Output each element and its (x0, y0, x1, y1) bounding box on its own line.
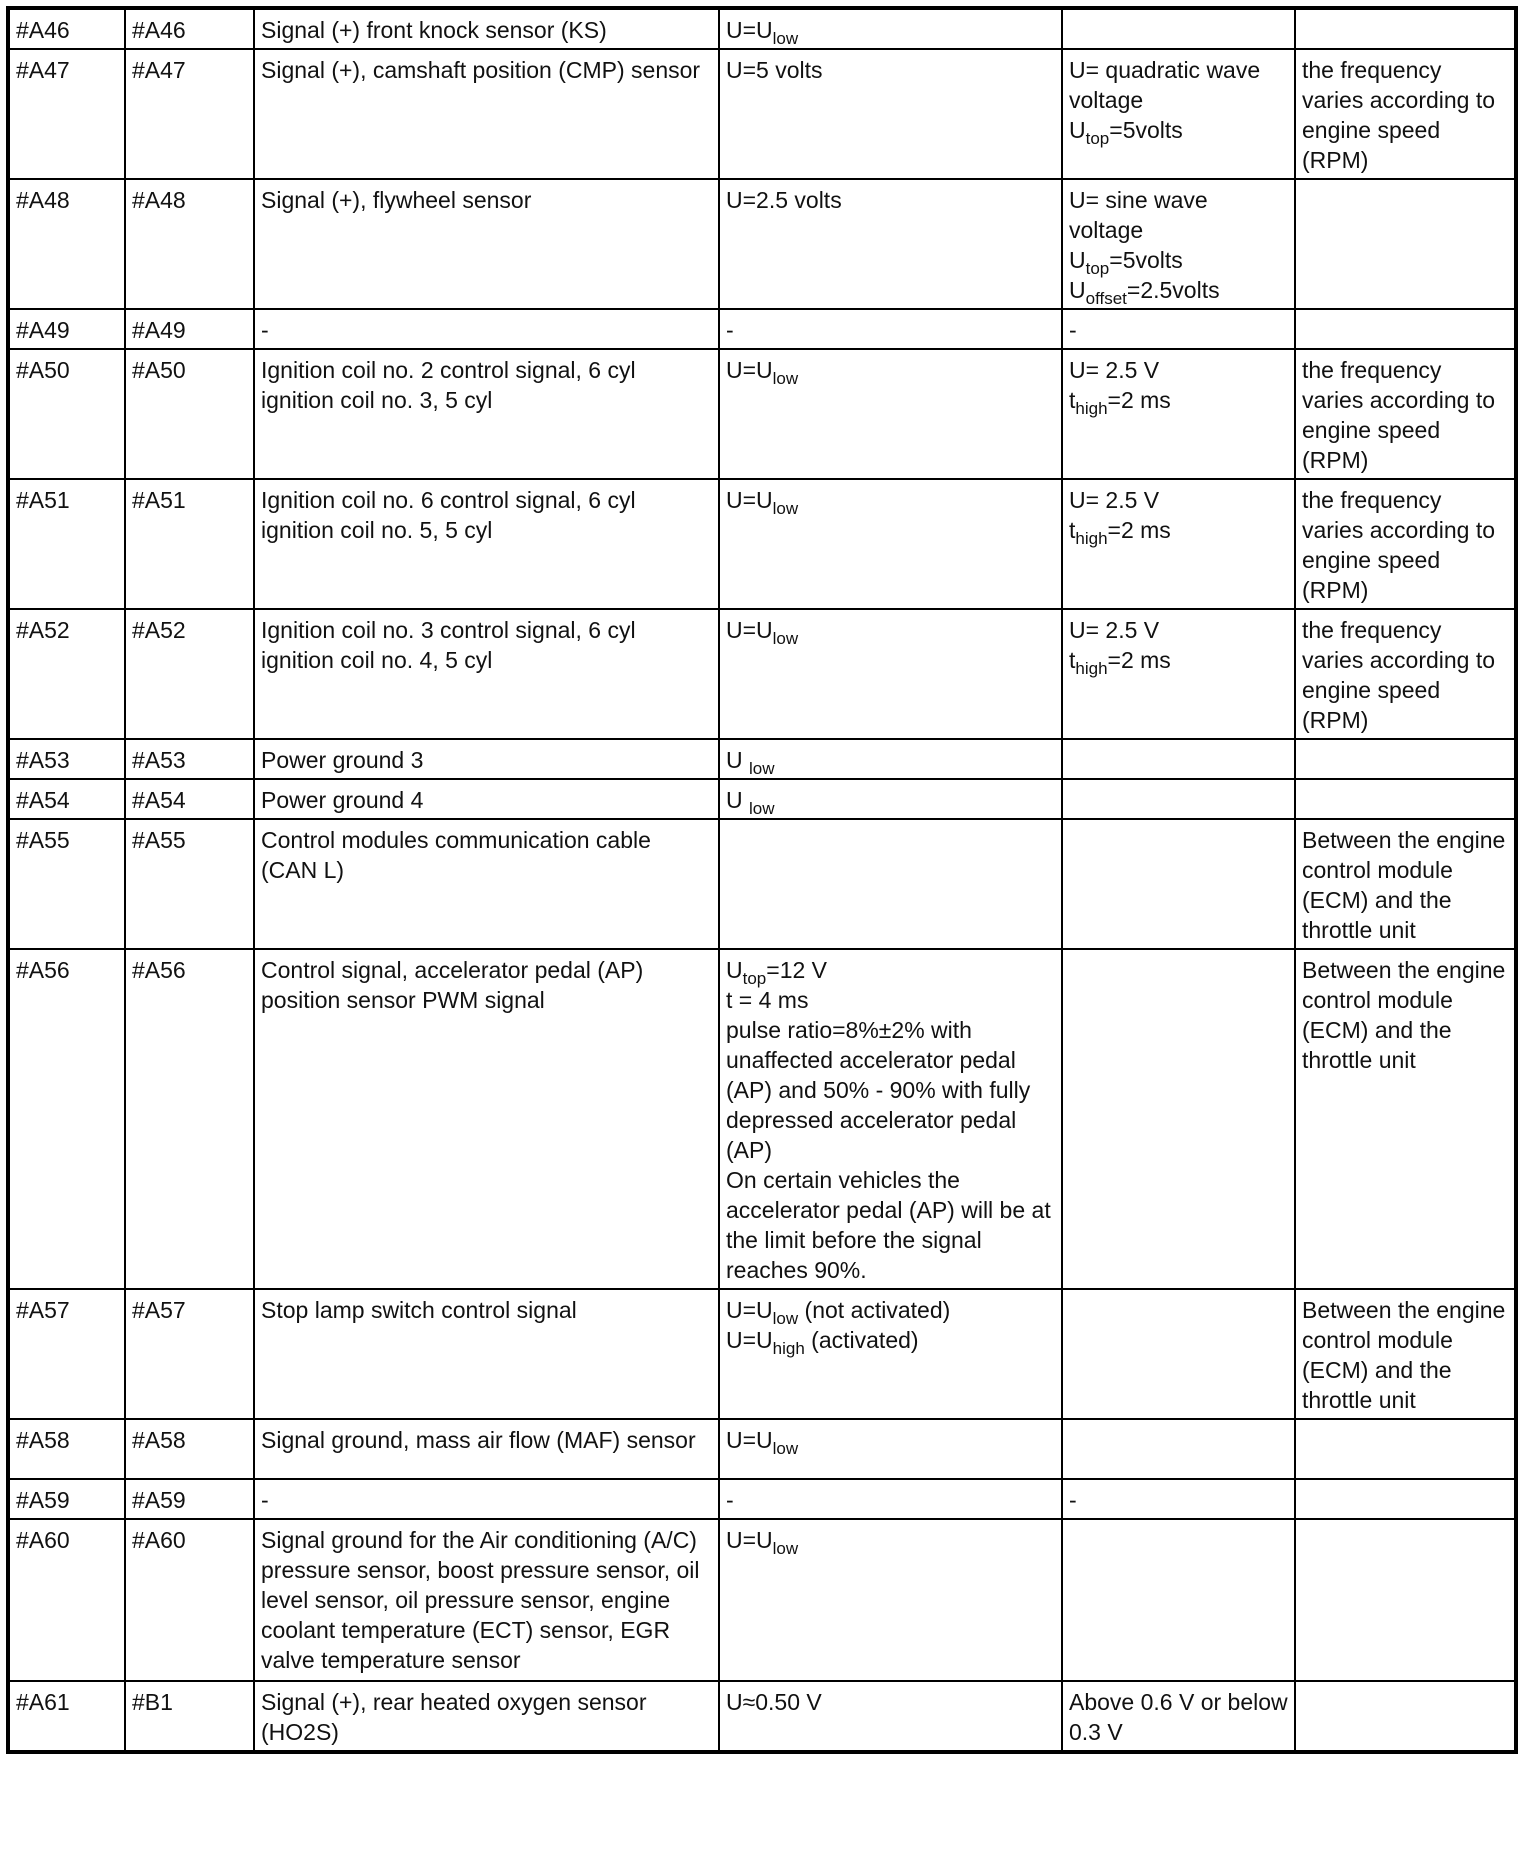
value-subscript: low (772, 1309, 799, 1328)
pin-a-cell: #A51 (8, 479, 125, 609)
value-cell (719, 1289, 1062, 1419)
signal-line (1069, 355, 1288, 385)
signal-text: U= sine wave voltage (1069, 187, 1208, 243)
description-line: Ignition coil no. 2 control signal, 6 cyl (261, 357, 636, 383)
value-cell (719, 779, 1062, 819)
signal-cell (1062, 779, 1295, 819)
description-cell (254, 49, 719, 179)
value-line (726, 745, 1055, 778)
signal-subscript: top (1085, 259, 1110, 278)
description-line: Stop lamp switch control signal (261, 1297, 577, 1323)
pin-a-cell: #A54 (8, 779, 125, 819)
description-line: Signal ground for the Air conditioning (A/C) pressure sensor, boost pressure sensor, oil level sensor, oil pressure sensor, engine coolant temperature (ECT) sensor, EGR valve temperature sensor (261, 1527, 700, 1673)
signal-cell (1062, 49, 1295, 179)
pin-a-cell: #A59 (8, 1479, 125, 1519)
description-line: Signal (+) front knock sensor (KS) (261, 17, 607, 43)
value-text: (not activated) (798, 1297, 951, 1323)
value-line (726, 55, 1055, 85)
signal-cell (1062, 479, 1295, 609)
pin-a-cell: #A48 (8, 179, 125, 309)
value-cell (719, 609, 1062, 739)
signal-cell (1062, 1479, 1295, 1519)
pin-a-cell: #A58 (8, 1419, 125, 1479)
description-cell (254, 1289, 719, 1419)
note-cell (1295, 1419, 1516, 1479)
value-subscript: low (772, 1539, 799, 1558)
value-cell (719, 949, 1062, 1289)
table-row (8, 349, 1516, 479)
value-text: U=U (726, 1297, 773, 1323)
signal-text: U= 2.5 V (1069, 357, 1160, 383)
value-subscript: top (742, 969, 767, 988)
value-text: U≈0.50 V (726, 1689, 822, 1715)
signal-subscript: high (1075, 399, 1108, 418)
description-cell (254, 179, 719, 309)
pin-a-cell: #A57 (8, 1289, 125, 1419)
table-row (8, 49, 1516, 179)
value-cell (719, 309, 1062, 349)
description-cell (254, 8, 719, 49)
note-line: the frequency varies according to engine speed (RPM) (1302, 487, 1496, 603)
pin-b-cell: #A50 (125, 349, 254, 479)
signal-subscript: top (1085, 129, 1110, 148)
description-cell (254, 1479, 719, 1519)
value-line (726, 1325, 1055, 1358)
description-line: ignition coil no. 3, 5 cyl (261, 387, 493, 413)
note-line: Between the engine control module (ECM) and the throttle unit (1302, 827, 1506, 943)
description-line: - (261, 317, 269, 343)
signal-line (1069, 1485, 1288, 1515)
value-text: U (726, 747, 749, 773)
signal-line (1069, 615, 1288, 645)
table-row (8, 479, 1516, 609)
pin-b-cell: #A49 (125, 309, 254, 349)
signal-line (1069, 245, 1288, 278)
value-subscript: low (772, 629, 799, 648)
note-line: the frequency varies according to engine speed (RPM) (1302, 617, 1496, 733)
description-cell (254, 949, 719, 1289)
signal-line (1069, 115, 1288, 148)
signal-text: U= 2.5 V (1069, 617, 1160, 643)
table-row (8, 819, 1516, 949)
signal-text: U= quadratic wave voltage (1069, 57, 1261, 113)
description-line: Power ground 4 (261, 787, 424, 813)
description-line: ignition coil no. 4, 5 cyl (261, 647, 493, 673)
pin-a-cell: #A47 (8, 49, 125, 179)
signal-subscript: high (1075, 659, 1108, 678)
description-line: Ignition coil no. 6 control signal, 6 cyl (261, 487, 636, 513)
value-subscript: low (749, 759, 775, 778)
description-cell (254, 739, 719, 779)
signal-text: =2 ms (1107, 517, 1171, 543)
signal-text: - (1069, 317, 1077, 343)
table-row (8, 309, 1516, 349)
description-line: Power ground 3 (261, 747, 424, 773)
pin-a-cell: #A60 (8, 1519, 125, 1681)
table-row (8, 1419, 1516, 1479)
table-row (8, 1519, 1516, 1681)
table-row (8, 779, 1516, 819)
value-cell (719, 179, 1062, 309)
table-row (8, 1681, 1516, 1752)
description-cell (254, 609, 719, 739)
description-line: Ignition coil no. 3 control signal, 6 cyl (261, 617, 636, 643)
value-subscript: high (772, 1339, 805, 1358)
signal-cell (1062, 179, 1295, 309)
note-cell (1295, 949, 1516, 1289)
note-cell (1295, 609, 1516, 739)
value-line (726, 1015, 1055, 1165)
value-text: U=5 volts (726, 57, 823, 83)
description-cell (254, 819, 719, 949)
description-line: Signal (+), flywheel sensor (261, 187, 532, 213)
signal-cell (1062, 8, 1295, 49)
value-text: =12 V (766, 957, 828, 983)
signal-line (1069, 515, 1288, 548)
description-line: Control signal, accelerator pedal (AP) position sensor PWM signal (261, 957, 644, 1013)
value-subscript: low (772, 499, 799, 518)
note-cell (1295, 309, 1516, 349)
signal-cell (1062, 609, 1295, 739)
value-text: U=U (726, 1527, 773, 1553)
note-line: Between the engine control module (ECM) and the throttle unit (1302, 957, 1506, 1073)
note-cell (1295, 49, 1516, 179)
signal-text: U (1069, 277, 1086, 303)
signal-line (1069, 485, 1288, 515)
description-cell (254, 1681, 719, 1752)
table-row (8, 8, 1516, 49)
value-cell (719, 1519, 1062, 1681)
value-line (726, 15, 1055, 48)
signal-text: U (1069, 117, 1086, 143)
value-line (726, 315, 1055, 345)
value-line (726, 1165, 1055, 1285)
value-text: (activated) (804, 1327, 919, 1353)
value-line (726, 355, 1055, 388)
value-line (726, 955, 1055, 988)
description-cell (254, 309, 719, 349)
signal-text: Above 0.6 V or below 0.3 V (1069, 1689, 1288, 1745)
value-line (726, 1485, 1055, 1515)
description-cell (254, 1519, 719, 1681)
value-line (726, 1525, 1055, 1558)
value-text: - (726, 1487, 734, 1513)
pin-b-cell: #A56 (125, 949, 254, 1289)
signal-subscript: offset (1085, 289, 1127, 308)
signal-cell (1062, 949, 1295, 1289)
pin-b-cell: #A54 (125, 779, 254, 819)
signal-text: =2 ms (1107, 647, 1171, 673)
value-text: U (726, 957, 743, 983)
signal-line (1069, 315, 1288, 345)
signal-text: - (1069, 1487, 1077, 1513)
pin-b-cell: #A47 (125, 49, 254, 179)
description-line: - (261, 1487, 269, 1513)
signal-text: t (1069, 517, 1076, 543)
pin-b-cell: #A52 (125, 609, 254, 739)
pin-a-cell: #A50 (8, 349, 125, 479)
description-line: Control modules communication cable (CAN L) (261, 827, 651, 883)
note-cell (1295, 1479, 1516, 1519)
signal-cell (1062, 739, 1295, 779)
value-line (726, 615, 1055, 648)
signal-cell (1062, 1289, 1295, 1419)
value-line (726, 1295, 1055, 1328)
value-text: t = 4 ms (726, 987, 809, 1013)
signal-line (1069, 275, 1288, 308)
value-cell (719, 49, 1062, 179)
pin-b-cell: #A55 (125, 819, 254, 949)
signal-text: t (1069, 647, 1076, 673)
value-cell (719, 1419, 1062, 1479)
signal-cell (1062, 1681, 1295, 1752)
pin-b-cell: #A53 (125, 739, 254, 779)
table-row (8, 609, 1516, 739)
value-subscript: low (772, 1439, 799, 1458)
note-line: the frequency varies according to engine speed (RPM) (1302, 57, 1496, 173)
value-cell (719, 1681, 1062, 1752)
signal-cell (1062, 1519, 1295, 1681)
value-text: U (726, 787, 749, 813)
pin-a-cell: #A53 (8, 739, 125, 779)
description-line: Signal ground, mass air flow (MAF) sensor (261, 1427, 696, 1453)
note-cell (1295, 349, 1516, 479)
pin-table-body (8, 8, 1516, 1752)
signal-text: =5volts (1109, 247, 1183, 273)
note-cell (1295, 179, 1516, 309)
pin-b-cell: #A59 (125, 1479, 254, 1519)
note-cell (1295, 8, 1516, 49)
signal-cell (1062, 309, 1295, 349)
value-text: - (726, 317, 734, 343)
value-subscript: low (749, 799, 775, 818)
signal-cell (1062, 819, 1295, 949)
note-cell (1295, 1681, 1516, 1752)
value-cell (719, 8, 1062, 49)
description-cell (254, 1419, 719, 1479)
value-text: U=U (726, 17, 773, 43)
signal-text: =2.5volts (1126, 277, 1220, 303)
table-row (8, 179, 1516, 309)
value-subscript: low (772, 29, 799, 48)
note-cell (1295, 479, 1516, 609)
value-text: pulse ratio=8%±2% with unaffected accelerator pedal (AP) and 50% - 90% with fully depressed accelerator pedal (AP) (726, 1017, 1031, 1163)
signal-text: =2 ms (1107, 387, 1171, 413)
value-subscript: low (772, 369, 799, 388)
pin-a-cell: #A46 (8, 8, 125, 49)
table-row (8, 1289, 1516, 1419)
description-cell (254, 349, 719, 479)
value-text: U=U (726, 1427, 773, 1453)
table-row (8, 739, 1516, 779)
value-cell (719, 739, 1062, 779)
pin-a-cell: #A55 (8, 819, 125, 949)
pin-b-cell: #A46 (125, 8, 254, 49)
signal-cell (1062, 1419, 1295, 1479)
description-cell (254, 779, 719, 819)
note-cell (1295, 1289, 1516, 1419)
pin-b-cell: #A58 (125, 1419, 254, 1479)
pin-b-cell: #B1 (125, 1681, 254, 1752)
value-text: On certain vehicles the accelerator pedal (AP) will be at the limit before the signal reaches 90%. (726, 1167, 1051, 1283)
signal-line (1069, 385, 1288, 418)
table-row (8, 949, 1516, 1289)
value-text: U=U (726, 617, 773, 643)
signal-line (1069, 185, 1288, 245)
value-text: U=U (726, 357, 773, 383)
note-line: Between the engine control module (ECM) and the throttle unit (1302, 1297, 1506, 1413)
signal-line (1069, 55, 1288, 115)
signal-subscript: high (1075, 529, 1108, 548)
value-text: U=2.5 volts (726, 187, 842, 213)
pin-b-cell: #A48 (125, 179, 254, 309)
value-text: U=U (726, 1327, 773, 1353)
value-cell (719, 349, 1062, 479)
note-cell (1295, 779, 1516, 819)
note-line: the frequency varies according to engine speed (RPM) (1302, 357, 1496, 473)
value-cell (719, 819, 1062, 949)
value-line (726, 185, 1055, 215)
signal-text: U= 2.5 V (1069, 487, 1160, 513)
pin-a-cell: #A56 (8, 949, 125, 1289)
value-line (726, 785, 1055, 818)
description-line: Signal (+), rear heated oxygen sensor (HO2S) (261, 1689, 647, 1745)
description-cell (254, 479, 719, 609)
note-cell (1295, 1519, 1516, 1681)
description-line: Signal (+), camshaft position (CMP) sensor (261, 57, 701, 83)
note-cell (1295, 819, 1516, 949)
pin-a-cell: #A61 (8, 1681, 125, 1752)
note-cell (1295, 739, 1516, 779)
value-cell (719, 479, 1062, 609)
pin-b-cell: #A51 (125, 479, 254, 609)
signal-cell (1062, 349, 1295, 479)
signal-line (1069, 1687, 1288, 1747)
pin-b-cell: #A60 (125, 1519, 254, 1681)
value-line (726, 1687, 1055, 1717)
value-cell (719, 1479, 1062, 1519)
value-text: U=U (726, 487, 773, 513)
signal-text: U (1069, 247, 1086, 273)
description-line: ignition coil no. 5, 5 cyl (261, 517, 493, 543)
signal-text: t (1069, 387, 1076, 413)
signal-text: =5volts (1109, 117, 1183, 143)
pin-b-cell: #A57 (125, 1289, 254, 1419)
signal-line (1069, 645, 1288, 678)
value-line (726, 985, 1055, 1015)
table-row (8, 1479, 1516, 1519)
pin-table (6, 6, 1518, 1754)
value-line (726, 485, 1055, 518)
pin-a-cell: #A52 (8, 609, 125, 739)
pin-a-cell: #A49 (8, 309, 125, 349)
value-line (726, 1425, 1055, 1458)
